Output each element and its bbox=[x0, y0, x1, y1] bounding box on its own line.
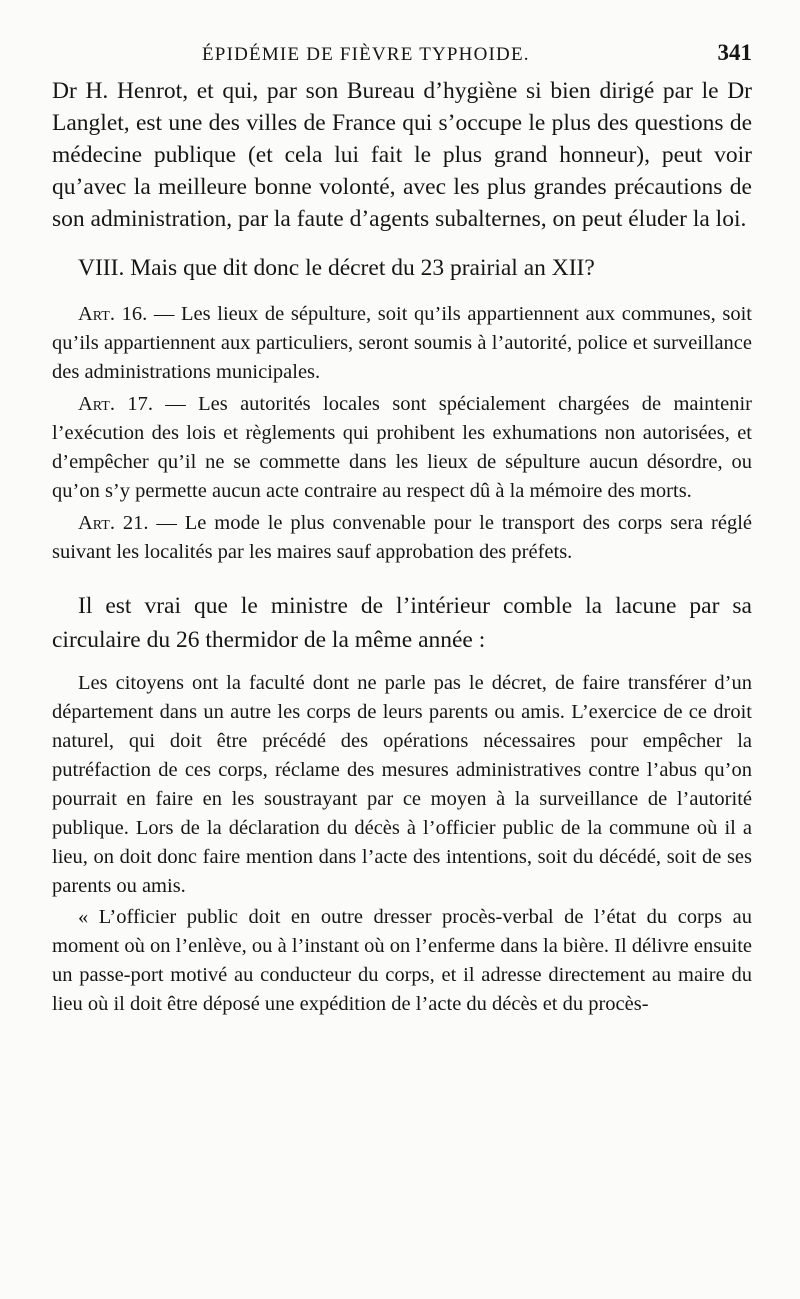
article-text: — Les autorités locales sont spécialement chargées de maintenir l’exécution des lois et règlements qui prohibent les exhumations non autorisées, et d’empêcher qu’il ne se commette dans les lieux de sépulture aucun désordre, ou qu’on s’y permette aucun acte contraire au respect dû à la mémoire des morts. bbox=[52, 393, 753, 502]
circular-quote-paragraph-continued: « L’officier public doit en outre dresser procès-verbal de l’état du corps au moment où on l’enlève, ou à l’instant où on l’enferme dans la bière. Il délivre ensuite un passe-port motivé au conducteur du corps, et il adresse directement au maire du lieu où il doit être déposé une expédition de l’acte du décès et du procès- bbox=[52, 906, 752, 1015]
decree-articles bbox=[52, 300, 752, 567]
section-heading: VIII. Mais que dit donc le décret du 23 prairial an XII? bbox=[78, 255, 595, 281]
article-17 bbox=[52, 390, 752, 506]
article-label: Art. 21. bbox=[78, 512, 149, 534]
circular-quote-paragraph: Les citoyens ont la faculté dont ne parle pas le décret, de faire transférer d’un département dans un autre les corps de leurs parents ou amis. L’exercice de ce droit naturel, qui doit être précédé des opérations nécessaires pour empêcher la putréfaction de ces corps, réclame des mesures administratives contre l’abus qu’on pourrait en faire en les soustrayant par ce moyen à la surveillance de l’autorité publique. Lors de la déclaration du décès à l’officier public de la commune où il a lieu, on doit donc faire mention dans l’acte des intentions, soit du décédé, soit de ses parents ou amis. bbox=[52, 672, 752, 897]
lead-paragraph: Dr H. Henrot, et qui, par son Bureau d’hygiène si bien dirigé par le Dr Langlet, est une des villes de France qui s’occupe le plus des questions de médecine publique (et cela lui fait le plus grand honneur), peut voir qu’avec la meilleure bonne volonté, avec les plus grandes précautions de son administration, par la faute d’agents subalternes, on peut éluder la loi. bbox=[52, 78, 752, 232]
article-21 bbox=[52, 509, 752, 567]
article-label: Art. 16. bbox=[78, 303, 148, 325]
book-page bbox=[52, 36, 752, 1019]
article-label: Art. 17. bbox=[78, 393, 153, 415]
article-16 bbox=[52, 300, 752, 387]
article-text: — Le mode le plus convenable pour le transport des corps sera réglé suivant les localités par les maires sauf approbation des préfets. bbox=[52, 512, 752, 563]
running-title: ÉPIDÉMIE DE FIÈVRE TYPHOIDE. bbox=[202, 44, 530, 65]
page-number: 341 bbox=[717, 40, 752, 65]
ministry-paragraph: Il est vrai que le ministre de l’intérieur comble la lacune par sa circulaire du 26 thermidor de la même année : bbox=[52, 593, 752, 653]
page-header bbox=[52, 36, 752, 66]
article-text: — Les lieux de sépulture, soit qu’ils appartiennent aux communes, soit qu’ils appartiennent aux particuliers, seront soumis à l’autorité, police et surveillance des administrations municipales. bbox=[52, 303, 752, 383]
